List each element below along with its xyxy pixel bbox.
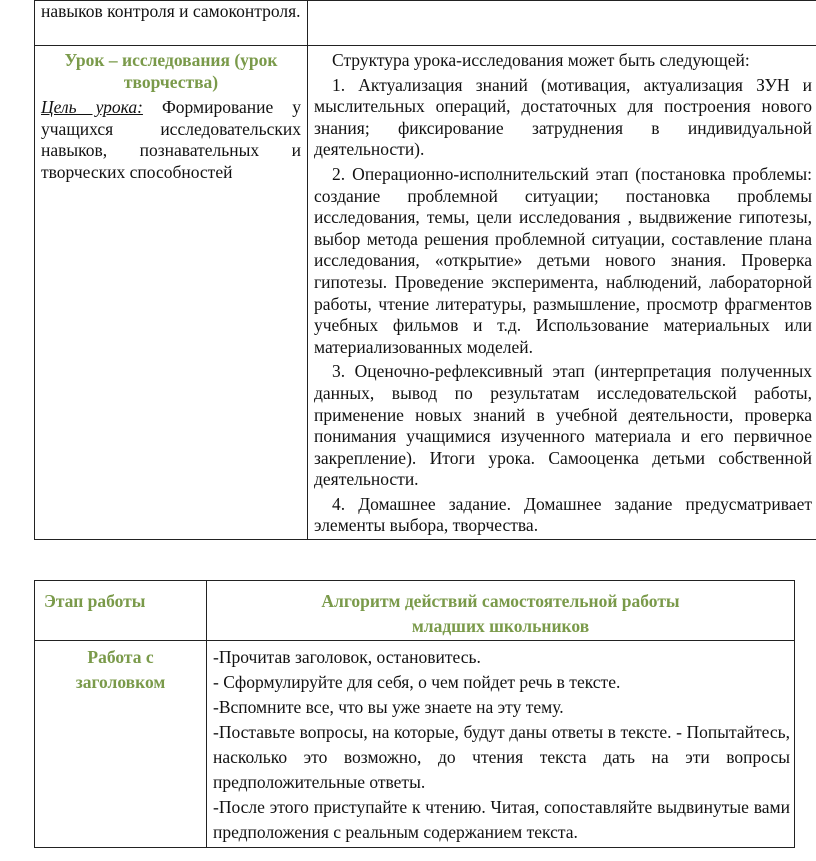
table-row xyxy=(35,1,816,46)
header-stage-label: Этап работы xyxy=(44,591,146,611)
lesson-goal xyxy=(41,97,301,183)
lesson-structure-cell xyxy=(308,46,816,540)
step-3: 3. Оценочно-рефлексивный этап (интерпретация полученных данных, вывод по результатам исследовательской работы, применение новых знаний в учебной деятельности, проверка понимания учащимися изученного материала и его первичное закрепление). Итоги урока. Самооценка детьми собственной деятельности. xyxy=(314,361,812,490)
algorithm-step: - Сформулируйте для себя, о чем пойдет речь в тексте. xyxy=(213,672,621,692)
header-stage xyxy=(35,581,207,641)
algorithm-step: -После этого приступайте к чтению. Читая, сопоставляйте выдвинутые вами предположения с реальным содержанием текста. xyxy=(213,797,790,842)
row1-right-cell xyxy=(308,1,816,46)
algorithm-table xyxy=(34,580,795,848)
lesson-structure-table xyxy=(34,0,816,540)
goal-text: Формирование у учащихся исследовательских навыков, познавательных и творческих способностей xyxy=(41,97,301,182)
table-row xyxy=(35,581,795,641)
algorithm-cell xyxy=(207,641,795,848)
table-row xyxy=(35,641,795,848)
step-4: 4. Домашнее задание. Домашнее задание предусматривает элементы выбора, творчества. xyxy=(314,493,812,536)
lesson-title: Урок – исследования (урок творчества) xyxy=(64,50,278,92)
structure-intro: Структура урока-исследования может быть следующей: xyxy=(332,50,750,70)
goal-label: Цель урока: xyxy=(41,97,143,118)
stage-cell: Работа с заголовком xyxy=(35,641,207,848)
row1-left-cell: навыков контроля и самоконтроля. xyxy=(35,1,308,46)
header-algorithm: Алгоритм действий самостоятельной работы младших школьников xyxy=(207,581,795,641)
algorithm-step: -Поставьте вопросы, на которые, будут даны ответы в тексте. - Попытайтесь, насколько это возможно, до чтения текста дать на эти вопросы предположительные ответы. xyxy=(213,722,790,792)
step-1: 1. Актуализация знаний (мотивация, актуализация ЗУН и мыслительных операций, достаточных для построения нового знания; фиксирование затруднения в индивидуальной деятельности). xyxy=(314,74,812,160)
algorithm-step: -Вспомните все, что вы уже знаете на эту тему. xyxy=(213,697,564,717)
table-row xyxy=(35,46,816,540)
algorithm-step: -Прочитав заголовок, остановитесь. xyxy=(213,647,481,667)
lesson-type-cell xyxy=(35,46,308,540)
step-2: 2. Операционно-исполнительский этап (постановка проблемы: создание проблемной ситуации; постановка проблемы исследования, темы, цели исследования , выдвижение гипотезы, выбор метода решения проблемной ситуации, составление плана исследования, «открытие» детьми нового знания. Проверка гипотезы. Проведение эксперимента, наблюдений, лабораторной работы, чтение литературы, размышление, просмотр фрагментов учебных фильмов и т.д. Использование материальных или материализованных моделей. xyxy=(314,163,812,357)
